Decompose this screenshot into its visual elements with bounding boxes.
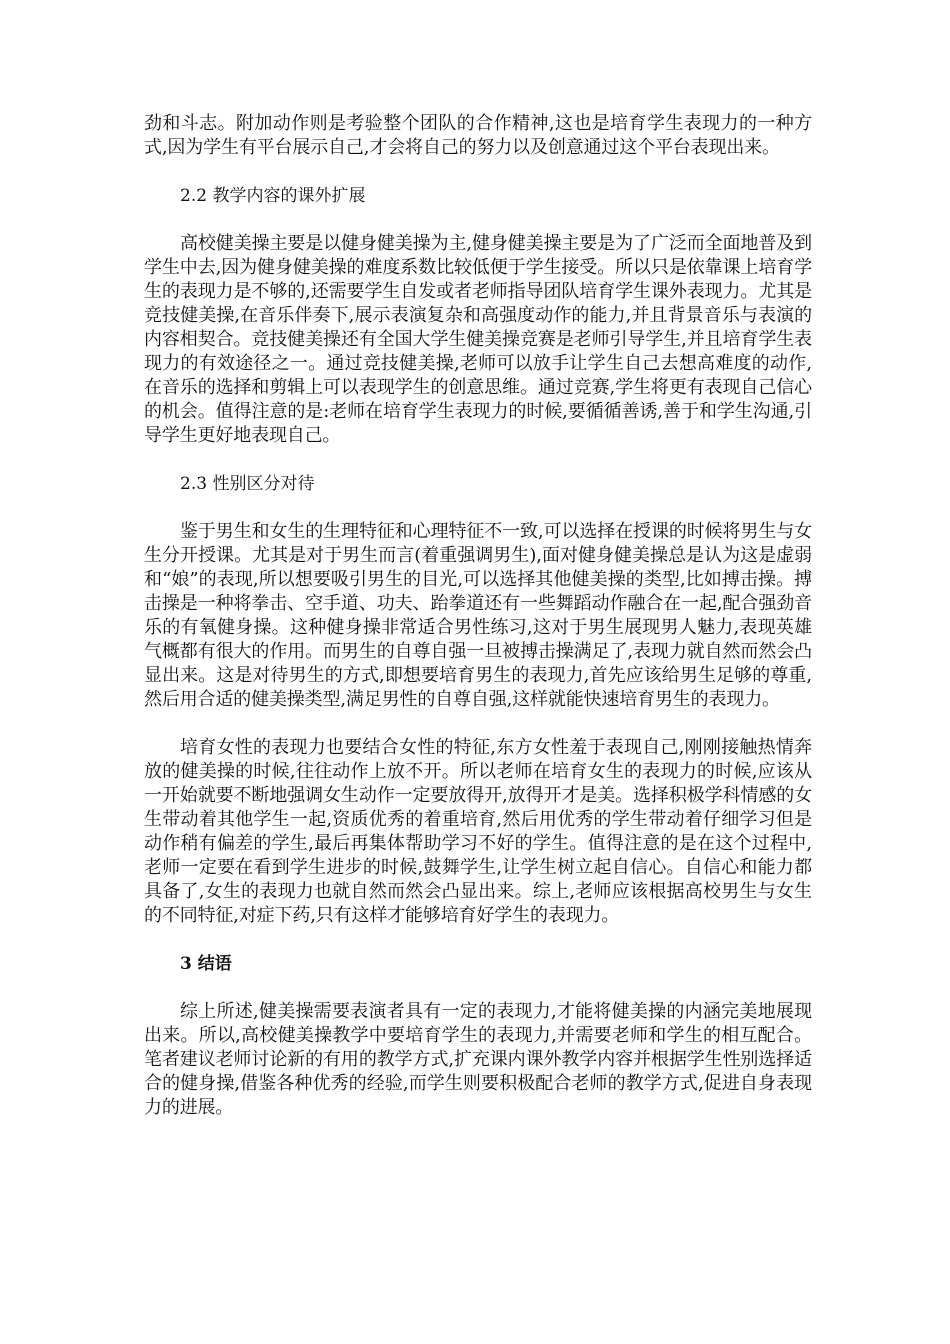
section-2-2-heading: 2.2 教学内容的课外扩展 [180, 186, 366, 206]
section-2-3-paragraph-2: 培育女性的表现力也要结合女性的特征,东方女性羞于表现自己,刚刚接触热情奔放的健美操的时候,往往动作上放不开。所以老师在培育女生的表现力的时候,应该从一开始就要不断地强调女生动作一定要放得开,放得开才是美。选择积极学科情感的女生带动着其他学生一起,资质优秀的着重培育,然后用优秀的学生带动着仔细学习但是动作稍有偏差的学生,最后再集体帮助学习不好的学生。值得注意的是在这个过程中,老师一定要在看到学生进步的时候,鼓舞学生,让学生树立起自信心。自信心和能力都具备了,女生的表现力也就自然而然会凸显出来。综上,老师应该根据高校男生与女生的不同特征,对症下药,只有这样才能够培育好学生的表现力。 [144, 737, 812, 926]
section-2-3-heading: 2.3 性别区分对待 [180, 474, 315, 494]
section-3-heading: 3 结语 [180, 954, 232, 974]
section-2-2-paragraph: 高校健美操主要是以健身健美操为主,健身健美操主要是为了广泛而全面地普及到学生中去,因为健身健美操的难度系数比较低便于学生接受。所以只是依靠课上培育学生的表现力是不够的,还需要学生自发或者老师指导团队培育学生课外表现力。尤其是竞技健美操,在音乐伴奏下,展示表演复杂和高强度动作的能力,并且背景音乐与表演的内容相契合。竞技健美操还有全国大学生健美操竞赛是老师引导学生,并且培育学生表现力的有效途径之一。通过竞技健美操,老师可以放手让学生自己去想高难度的动作,在音乐的选择和剪辑上可以表现学生的创意思维。通过竞赛,学生将更有表现自己信心的机会。值得注意的是:老师在培育学生表现力的时候,要循循善诱,善于和学生沟通,引导学生更好地表现自己。 [144, 233, 812, 446]
section-2-3-paragraph-1: 鉴于男生和女生的生理特征和心理特征不一致,可以选择在授课的时候将男生与女生分开授课。尤其是对于男生而言(着重强调男生),面对健身健美操总是认为这是虚弱和“娘”的表现,所以想要吸引男生的目光,可以选择其他健美操的类型,比如搏击操。搏击操是一种将拳击、空手道、功夫、跆拳道还有一些舞蹈动作融合在一起,配合强劲音乐的有氧健身操。这种健身操非常适合男性练习,这对于男生展现男人魅力,表现英雄气概都有很大的作用。而男生的自尊自强一旦被搏击操满足了,表现力就自然而然会凸显出来。这是对待男生的方式,即想要培育男生的表现力,首先应该给男生足够的尊重,然后用合适的健美操类型,满足男性的自尊自强,这样就能快速培育男生的表现力。 [144, 521, 812, 710]
document-page [144, 112, 812, 1144]
section-3-paragraph: 综上所述,健美操需要表演者具有一定的表现力,才能将健美操的内涵完美地展现出来。所以,高校健美操教学中要培育学生的表现力,并需要老师和学生的相互配合。笔者建议老师讨论新的有用的教学方式,扩充课内课外教学内容并根据学生性别选择适合的健身操,借鉴各种优秀的经验,而学生则要积极配合老师的教学方式,促进自身表现力的进展。 [144, 1001, 812, 1118]
intro-paragraph: 劲和斗志。附加动作则是考验整个团队的合作精神,这也是培育学生表现力的一种方式,因为学生有平台展示自己,才会将自己的努力以及创意通过这个平台表现出来。 [144, 113, 812, 158]
